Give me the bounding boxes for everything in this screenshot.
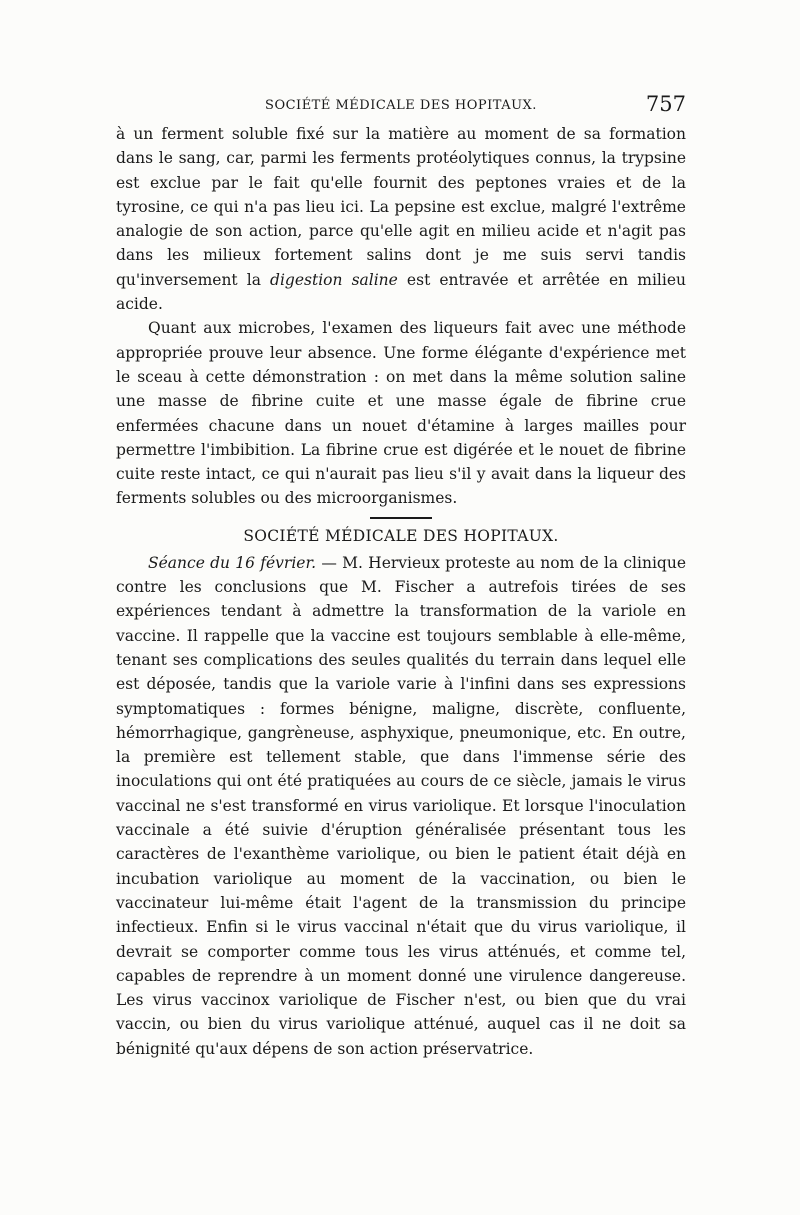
book-page (116, 92, 686, 1061)
paragraph-microbes: Quant aux microbes, l'examen des liqueurs fait avec une méthode appropriée prouve leur absence. Une forme élégante d'expérience met le sceau à cette démonstration : on met dans la même solution saline une masse de fibrine cuite et une masse égale de fibrine crue enfermées chacune dans un nouet d'étamine à larges mailles pour permettre l'imbibition. La fibrine crue est digérée et le nouet de fibrine cuite reste intact, ce qui n'aurait pas lieu s'il y avait dans la liqueur des ferments solubles ou des microorganismes. (116, 319, 686, 508)
paragraph-ferment-text-a: à un ferment soluble fixé sur la matière au moment de sa formation dans le sang, car, parmi les ferments protéolytiques connus, la trypsine est exclue par le fait qu'elle fournit des peptones vraies et de la tyrosine, ce qui n'a pas lieu ici. La pepsine est exclue, malgré l'extrême analogie de son action, parce qu'elle agit en milieu acide et n'agit pas dans les milieux fortement salins dont je me suis servi tandis qu'inversement la (116, 125, 686, 289)
section-divider (370, 517, 432, 519)
paragraph-ferment (116, 122, 686, 316)
running-title: SOCIÉTÉ MÉDICALE DES HOPITAUX. (265, 98, 537, 113)
page-number: 757 (645, 92, 686, 116)
paragraph-ferment-text-b: est entravée et arrêtée en milieu acide. (116, 270, 686, 314)
digestion-saline-italic: digestion saline (270, 270, 398, 289)
running-header (116, 92, 686, 122)
seance-date-italic: Séance du 16 février. (148, 553, 317, 572)
paragraph-seance-text: — M. Hervieux proteste au nom de la clinique contre les conclusions que M. Fischer a autrefois tirées de ses expériences tendant à admettre la transformation de la variole en vaccine. Il rappelle que la vaccine est toujours semblable à elle-même, tenant ses complications des seules qualités du terrain dans lequel elle est déposée, tandis que la variole varie à l'infini dans ses expressions symptomatiques : formes bénigne, maligne, discrète, confluente, hémorrhagique, gangrèneuse, asphyxique, pneumonique, etc. En outre, la première est tellement stable, que dans l'immense série des inoculations qui ont été pratiquées au cours de ce siècle, jamais le virus vaccinal ne s'est transformé en virus variolique. Et lorsque l'inoculation vaccinale a été suivie d'éruption généralisée présentant tous les caractères de l'exanthème variolique, ou bien le patient était déjà en incubation variolique au moment de la vaccination, ou bien le vaccinateur lui-même était l'agent de la transmission du principe infectieux. Enfin si le virus vaccinal n'était que du virus variolique, il devrait se comporter comme tous les virus atténués, et comme tel, capables de reprendre à un moment donné une virulence dangereuse. Les virus vaccinox variolique de Fischer n'est, ou bien que du vrai vaccin, ou bien du virus variolique atténué, auquel cas il ne doit sa bénignité qu'aux dépens de son action préservatrice. (116, 553, 686, 1058)
body-text (116, 122, 686, 1061)
paragraph-seance (116, 551, 686, 1061)
section-heading: SOCIÉTÉ MÉDICALE DES HOPITAUX. (243, 526, 559, 545)
